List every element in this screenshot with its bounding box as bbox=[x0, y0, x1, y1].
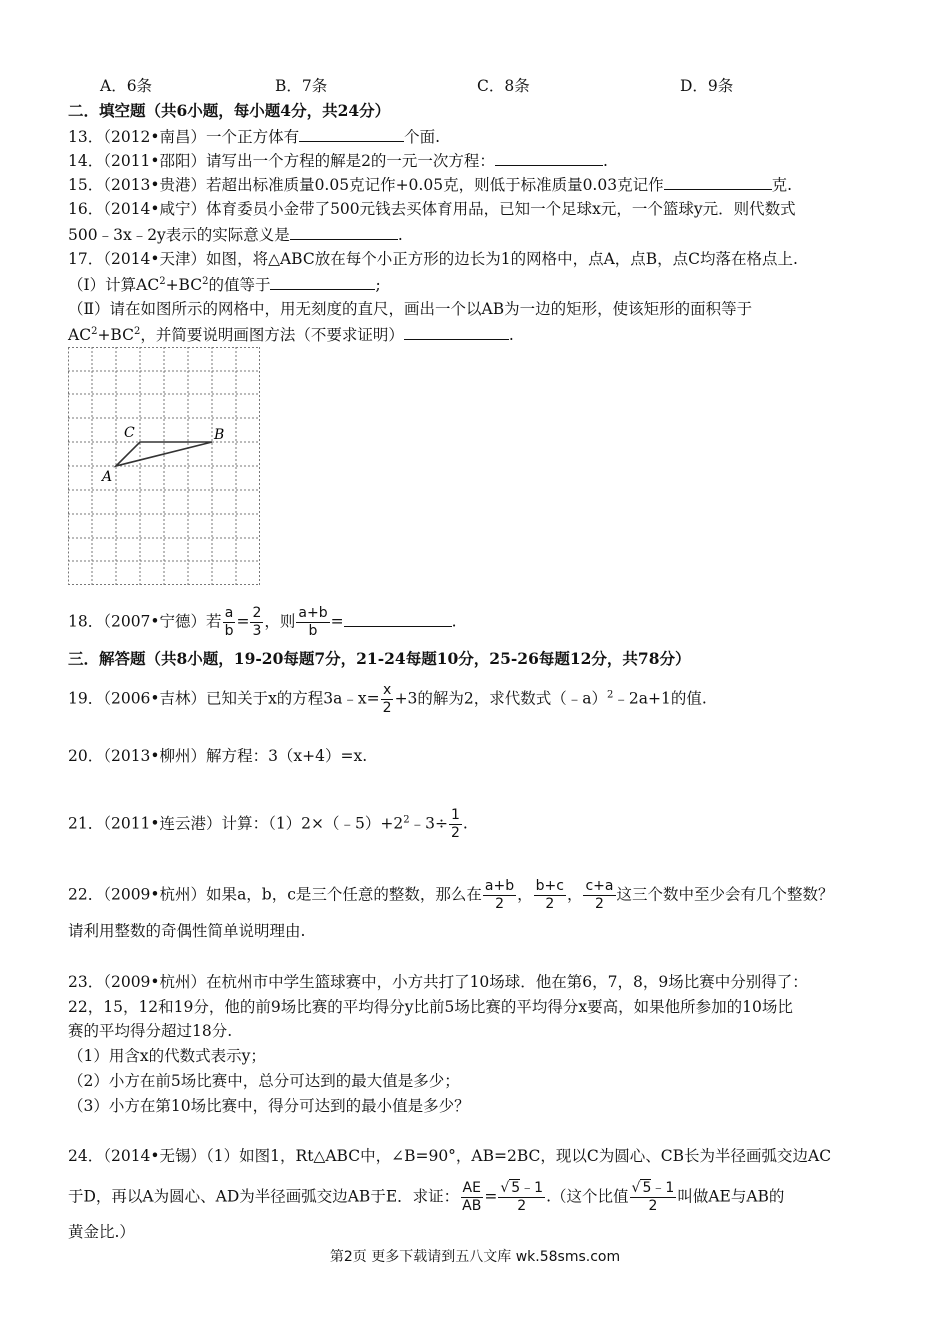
numerator bbox=[630, 1180, 677, 1198]
q18-mid: ，则 bbox=[264, 612, 296, 631]
question-22-line1 bbox=[68, 878, 834, 913]
q19-end: ﹣2a+1的值. bbox=[613, 689, 707, 708]
q14-end: . bbox=[602, 152, 608, 170]
fraction-2-over-3 bbox=[250, 605, 263, 640]
fraction-bplusc-over-2 bbox=[534, 878, 566, 913]
sqrt-symbol: √ 5 bbox=[631, 1180, 652, 1196]
fraction-x-over-2 bbox=[381, 682, 394, 717]
q24-pre: 于D，再以A为圆心、AD为半径画弧交边AB于E．求证： bbox=[68, 1187, 460, 1206]
question-21 bbox=[68, 807, 468, 842]
answer-blank[interactable] bbox=[495, 150, 603, 166]
q14-text: 14．（2011•邵阳）请写出一个方程的解是2的一元一次方程： bbox=[68, 152, 495, 170]
question-24-line1: 24．（2014•无锡）（1）如图1，Rt△ABC中，∠B=90°，AB=2BC，现以C为圆心、CB长为半径画弧交边AC bbox=[68, 1147, 832, 1165]
numerator bbox=[498, 1180, 545, 1198]
denominator: 2 bbox=[648, 1198, 658, 1214]
numerator: a+b bbox=[484, 878, 515, 894]
fraction-golden-ratio bbox=[498, 1180, 545, 1215]
equals: = bbox=[484, 1187, 498, 1206]
question-20: 20．（2013•柳州）解方程：3（x+4）=x. bbox=[68, 747, 368, 765]
denominator: 2 bbox=[517, 1198, 527, 1214]
denominator: 2 bbox=[545, 896, 555, 912]
option-b: B．7条 bbox=[275, 77, 328, 95]
q17-p1-a: （Ⅰ）计算AC bbox=[68, 276, 160, 294]
q13-end: 个面. bbox=[404, 128, 441, 146]
question-14 bbox=[68, 150, 608, 171]
answer-blank[interactable] bbox=[290, 224, 398, 240]
numerator: AE bbox=[462, 1180, 481, 1196]
superscript: 2 bbox=[607, 689, 614, 701]
sqrt-symbol: √ 5 bbox=[500, 1180, 521, 1196]
question-23-sub3: （3）小方在第10场比赛中，得分可达到的最小值是多少？ bbox=[68, 1097, 470, 1115]
question-24-line3: 黄金比.） bbox=[68, 1223, 135, 1241]
answer-blank[interactable] bbox=[299, 126, 404, 142]
label-b: B bbox=[214, 427, 225, 443]
question-24-line2 bbox=[68, 1180, 784, 1215]
q13-text: 13．（2012•南昌）一个正方体有 bbox=[68, 128, 300, 146]
numerator: 1 bbox=[450, 807, 460, 823]
option-a: A．6条 bbox=[100, 77, 153, 95]
q21-mid: ﹣3÷ bbox=[409, 814, 448, 833]
label-a: A bbox=[102, 469, 113, 485]
question-23-line2: 22，15，12和19分，他的前9场比赛的平均得分y比前5场比赛的平均得分x要高，如果他所参加的10场比 bbox=[68, 998, 793, 1016]
question-13 bbox=[68, 126, 440, 147]
triangle-abc bbox=[116, 442, 212, 466]
question-17-part2-line1: （Ⅱ）请在如图所示的网格中，用无刻度的直尺，画出一个以AB为一边的矩形，使该矩形的面积等于 bbox=[68, 300, 753, 318]
separator: ， bbox=[566, 885, 583, 904]
option-c: C．8条 bbox=[477, 77, 530, 95]
denominator: b bbox=[308, 623, 318, 639]
superscript: 2 bbox=[133, 326, 141, 337]
q17-p1-end: ; bbox=[375, 276, 381, 294]
answer-blank[interactable] bbox=[344, 611, 452, 627]
page-footer: 第2页 更多下载请到五八文库 wk.58sms.com bbox=[329, 1249, 621, 1265]
denominator: 2 bbox=[382, 700, 392, 716]
radicand: 5 bbox=[642, 1180, 652, 1196]
fraction-golden-ratio-2 bbox=[630, 1180, 677, 1215]
question-23-sub2: （2）小方在前5场比赛中，总分可达到的最大值是多少； bbox=[68, 1072, 460, 1090]
answer-blank[interactable] bbox=[404, 324, 509, 340]
q17-p2-end: . bbox=[508, 326, 514, 344]
minus-one: ﹣1 bbox=[651, 1180, 675, 1196]
q19-pre: 19．（2006•吉林）已知关于x的方程3a﹣x= bbox=[68, 689, 380, 708]
question-17-part2-line2 bbox=[68, 324, 514, 345]
denominator: 2 bbox=[595, 896, 604, 912]
numerator: a bbox=[224, 605, 234, 621]
denominator: AB bbox=[462, 1198, 482, 1214]
q22-pre: 22．（2009•杭州）如果a，b，c是三个任意的整数，那么在 bbox=[68, 885, 482, 904]
question-15 bbox=[68, 174, 792, 195]
q24-end: 叫做AE与AB的 bbox=[677, 1187, 785, 1206]
superscript: 2 bbox=[403, 814, 410, 826]
denominator: 3 bbox=[252, 623, 262, 639]
question-16-line2 bbox=[68, 224, 403, 245]
fraction-aplusb-over-b bbox=[296, 605, 329, 640]
question-23-line3: 赛的平均得分超过18分. bbox=[68, 1022, 233, 1040]
superscript: 2 bbox=[91, 326, 98, 337]
q17-p2-a: AC bbox=[68, 326, 92, 344]
denominator: b bbox=[224, 623, 234, 639]
q17-p1-b: +BC bbox=[165, 276, 203, 294]
q22-post: 这三个数中至少会有几个整数？ bbox=[616, 885, 834, 904]
numerator: c+a bbox=[585, 878, 614, 894]
answer-blank[interactable] bbox=[664, 174, 772, 190]
answer-blank[interactable] bbox=[270, 274, 375, 290]
section2-title: 二．填空题（共6小题，每小题4分，共24分） bbox=[68, 101, 391, 120]
q15-text: 15．（2013•贵港）若超出标准质量0.05克记作+0.05克，则低于标准质量0.03克记作 bbox=[68, 176, 664, 194]
q19-post: +3的解为2，求代数式（﹣a） bbox=[394, 689, 608, 708]
minus-one: ﹣1 bbox=[520, 1180, 544, 1196]
fraction-a-over-b bbox=[223, 605, 236, 640]
q17-p1-c: 的值等于 bbox=[208, 276, 271, 294]
q15-end: 克. bbox=[771, 176, 793, 194]
numerator: b+c bbox=[535, 878, 564, 894]
q21-end: . bbox=[462, 814, 468, 833]
q18-end: . bbox=[451, 612, 457, 631]
question-16-line1: 16．（2014•咸宁）体育委员小金带了500元钱去买体育用品，已知一个足球x元，一个篮球y元．则代数式 bbox=[68, 200, 796, 218]
q16-end: . bbox=[397, 226, 403, 244]
numerator: x bbox=[382, 682, 392, 698]
question-17-line1: 17．（2014•天津）如图，将△ABC放在每个小正方形的边长为1的网格中，点A，点B，点C均落在格点上. bbox=[68, 250, 798, 268]
equals: = bbox=[330, 612, 344, 631]
q18-pre: 18．（2007•宁德）若 bbox=[68, 612, 222, 631]
numerator: 2 bbox=[252, 605, 262, 621]
superscript: 2 bbox=[202, 276, 209, 287]
q17-p2-b: +BC bbox=[97, 326, 134, 344]
q21-pre: 21．（2011•连云港）计算：（1）2×（﹣5）+2 bbox=[68, 814, 404, 833]
label-c: C bbox=[124, 425, 135, 441]
denominator: 2 bbox=[495, 896, 504, 912]
question-23-line1: 23．（2009•杭州）在杭州市中学生篮球赛中，小方共打了10场球．他在第6，7，8，9场比赛中分别得了： bbox=[68, 973, 808, 991]
q16-text: 500﹣3x﹣2y表示的实际意义是 bbox=[68, 226, 290, 244]
question-18 bbox=[68, 605, 457, 640]
fraction-aplusb-over-2 bbox=[483, 878, 516, 913]
section3-title: 三．解答题（共8小题，19-20每题7分，21-24每题10分，25-26每题12分，共78分） bbox=[68, 649, 691, 668]
question-17-part1 bbox=[68, 274, 381, 295]
question-23-sub1: （1）用含x的代数式表示y； bbox=[68, 1047, 266, 1065]
superscript: 2 bbox=[159, 276, 166, 287]
fraction-cplusa-over-2 bbox=[583, 878, 615, 913]
option-d: D．9条 bbox=[680, 77, 734, 95]
question-22-line2: 请利用整数的奇偶性简单说明理由. bbox=[68, 922, 306, 940]
question-19 bbox=[68, 682, 707, 717]
numerator: a+b bbox=[298, 605, 328, 621]
triangle-grid-figure bbox=[68, 347, 260, 585]
fraction-ae-over-ab bbox=[460, 1180, 483, 1215]
separator: ， bbox=[517, 885, 533, 904]
fraction-1-over-2 bbox=[449, 807, 462, 842]
q17-p2-c: ，并简要说明画图方法（不要求证明） bbox=[140, 326, 404, 344]
radicand: 5 bbox=[511, 1180, 521, 1196]
denominator: 2 bbox=[450, 825, 460, 841]
equals: = bbox=[236, 612, 250, 631]
q24-mid: .（这个比值 bbox=[546, 1187, 629, 1206]
grid-lines bbox=[68, 347, 260, 585]
